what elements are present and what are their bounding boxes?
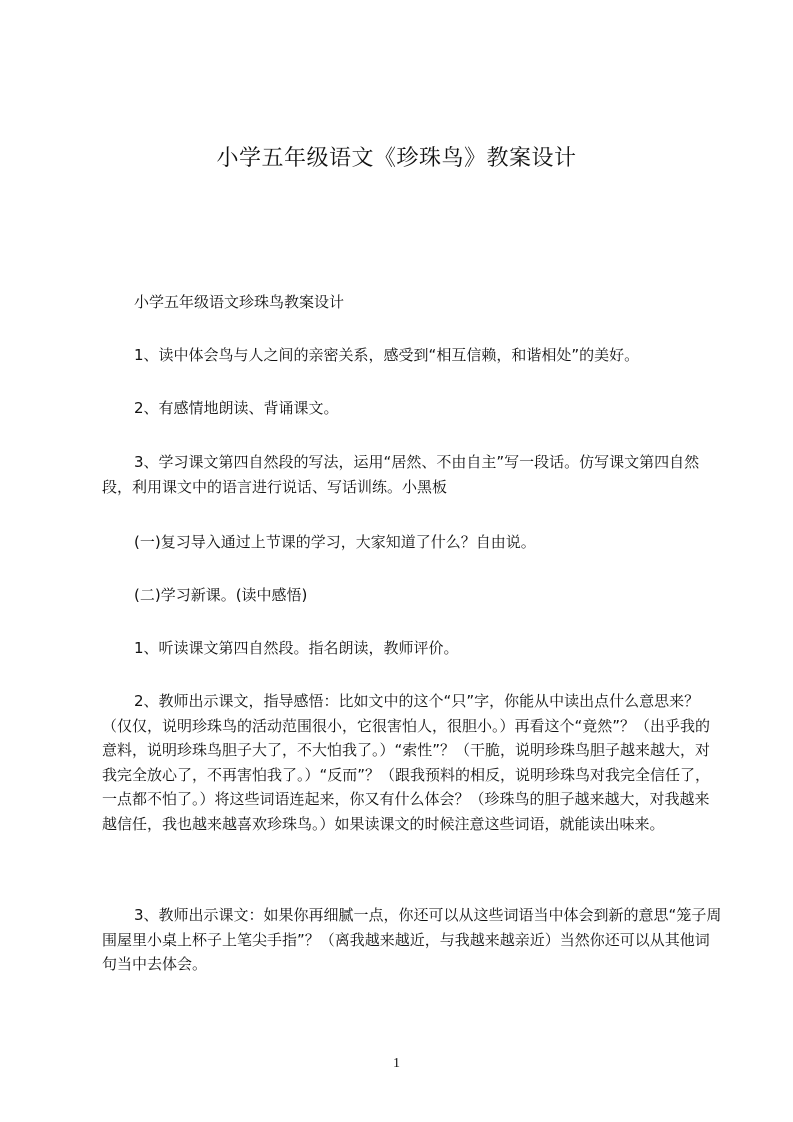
paragraph-review-intro: (一)复习导入通过上节课的学习，大家知道了什么？自由说。 — [134, 533, 536, 551]
page-number: 1 — [393, 1056, 400, 1071]
paragraph-step-3: 3、教师出示课文：如果你再细腻一点，你还可以从这些词语当中体会到新的意思“笼子周围屋里小桌上杯子上笔尖手指”？（离我越来越近，与我越来越亲近）当然你还可以从其他词句当中去体会。 — [102, 906, 722, 973]
paragraph-new-lesson: (二)学习新课。(读中感悟) — [134, 586, 308, 604]
paragraph-step-1: 1、听读课文第四自然段。指名朗读，教师评价。 — [134, 639, 459, 657]
paragraph-step-2: 2、教师出示课文，指导感悟：比如文中的这个“只”字，你能从中读出点什么意思来？（仅仅，说明珍珠鸟的活动范围很小，它很害怕人，很胆小。）再看这个“竟然”？（出乎我的意料，说明珍珠鸟胆子大了，不大怕我了。）“索性”？（干脆，说明珍珠鸟胆子越来越大，对我完全放心了，不再害怕我了。）“反而”？（跟我预料的相反，说明珍珠鸟对我完全信任了，一点都不怕了。）将这些词语连起来，你又有什么体会？（珍珠鸟的胆子越来越大，对我越来越信任，我也越来越喜欢珍珠鸟。）如果读课文的时候注意这些词语，就能读出味来。 — [102, 692, 711, 833]
paragraph-goal-2: 2、有感情地朗读、背诵课文。 — [134, 399, 339, 417]
document-title: 小学五年级语文《珍珠鸟》教案设计 — [216, 146, 577, 171]
paragraph-goal-1: 1、读中体会鸟与人之间的亲密关系，感受到“相互信赖，和谐相处”的美好。 — [134, 346, 640, 364]
paragraph-goal-3: 3、学习课文第四自然段的写法，运用“居然、不由自主”写一段话。仿写课文第四自然段，利用课文中的语言进行说话、写话训练。小黑板 — [102, 453, 700, 496]
paragraph-subtitle: 小学五年级语文珍珠鸟教案设计 — [134, 293, 345, 311]
